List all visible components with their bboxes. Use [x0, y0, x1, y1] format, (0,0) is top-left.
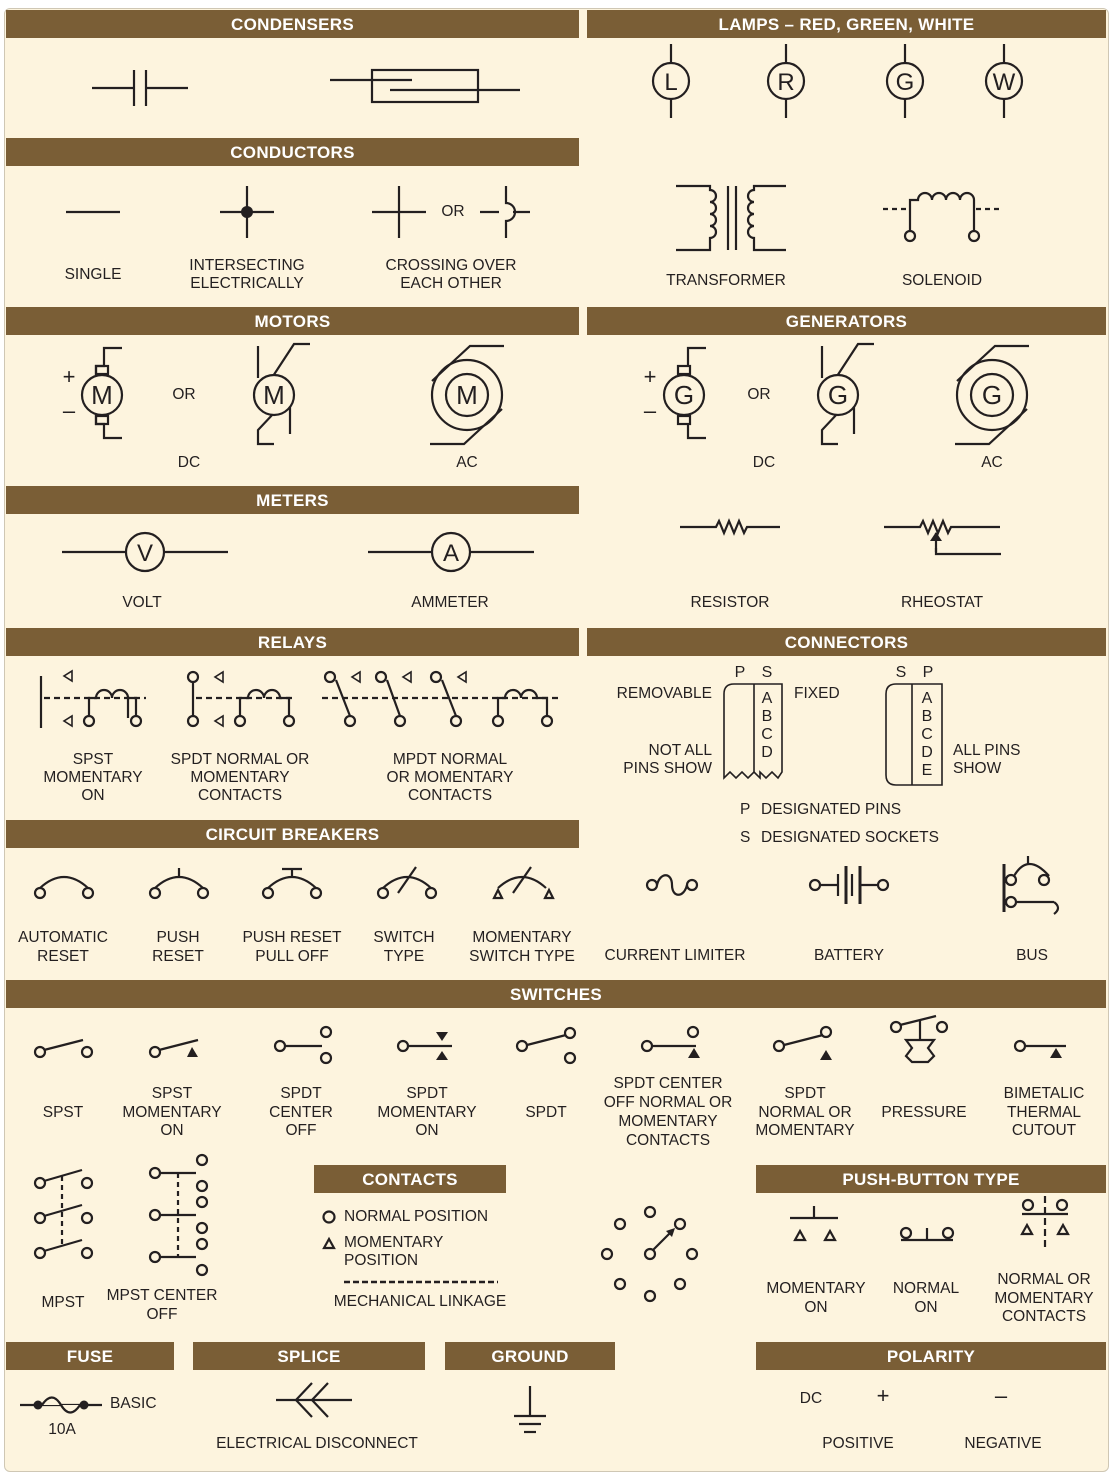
sw-spstm-1: SPST [151, 1085, 193, 1102]
sw-mpst: MPST [41, 1294, 85, 1311]
relay-spst-l2: MOMENTARY [43, 769, 143, 786]
ground-icon [514, 1386, 546, 1432]
header-connectors: CONNECTORS [587, 628, 1106, 656]
pb-mom-1: MOMENTARY [766, 1280, 866, 1297]
relay-mpdt-l3: CONTACTS [407, 787, 493, 804]
sw-spdtnm-2: NORMAL OR [758, 1104, 852, 1121]
pb-normal-2: ON [914, 1299, 938, 1316]
relay-spdt-icon [188, 672, 296, 726]
switch-spst-momentary-icon [150, 1040, 198, 1057]
header-switches: SWITCHES [6, 980, 1106, 1008]
generator-ac-label: AC [981, 454, 1003, 471]
condenser-variable-icon [330, 70, 520, 102]
connector-right-s: S [895, 664, 907, 681]
generator-dc-letter: G [673, 380, 695, 410]
breaker-automatic-reset-icon [35, 877, 93, 898]
label-removable: REMOVABLE [616, 685, 712, 702]
contacts-normal: NORMAL POSITION [344, 1208, 489, 1225]
splice-label: ELECTRICAL DISCONNECT [216, 1435, 418, 1452]
sw-spdtcon-3: MOMENTARY [618, 1113, 718, 1130]
pb-nm-3: CONTACTS [1001, 1308, 1087, 1325]
generator-or: OR [747, 386, 771, 403]
pin-b: B [921, 708, 933, 725]
motor-or: OR [172, 386, 196, 403]
relay-mpdt-icon [322, 672, 560, 726]
sw-spdtnm-3: MOMENTARY [755, 1122, 855, 1139]
generator-dc2-letter: G [827, 380, 849, 410]
switch-spdt-momentary-icon [398, 1032, 452, 1060]
sw-spdtcon-4: CONTACTS [625, 1132, 711, 1149]
header-lamps: LAMPS – RED, GREEN, WHITE [587, 10, 1106, 38]
ammeter-letter: A [442, 540, 460, 567]
label-current-limiter: CURRENT LIMITER [604, 947, 746, 964]
sw-bimetal-3: CUTOUT [1011, 1122, 1077, 1139]
relay-spst-l1: SPST [72, 751, 114, 768]
label-crossing-1: CROSSING OVER [385, 257, 517, 274]
sw-spdtco-3: OFF [285, 1122, 317, 1139]
polarity-negative: NEGATIVE [964, 1435, 1042, 1452]
fuse-rating: 10A [48, 1421, 76, 1438]
contacts-linkage: MECHANICAL LINKAGE [333, 1293, 507, 1310]
battery-icon [810, 866, 888, 904]
label-ammeter: AMMETER [411, 594, 489, 611]
label-crossing-or: OR [441, 203, 465, 220]
cb-auto-2: RESET [37, 948, 89, 965]
header-ground: GROUND [445, 1342, 615, 1370]
label-intersecting-1: INTERSECTING [189, 257, 305, 274]
polarity-dc: DC [799, 1390, 823, 1407]
label-intersecting-2: ELECTRICALLY [190, 275, 304, 292]
connector-fixed-icon [886, 684, 942, 785]
sw-pressure: PRESSURE [881, 1104, 967, 1121]
polarity-minus: – [994, 1383, 1008, 1408]
pin-c: C [761, 726, 773, 743]
switch-spdt-icon [517, 1028, 575, 1063]
cb-switch-1: SWITCH [373, 929, 435, 946]
sw-bimetal-1: BIMETALIC [1003, 1085, 1085, 1102]
lamp-r-letter: R [777, 69, 795, 96]
relay-mpdt-l1: MPDT NORMAL [392, 751, 508, 768]
pin-b: B [761, 708, 773, 725]
lamp-w-letter: W [992, 69, 1016, 96]
switch-pressure-icon [891, 1016, 947, 1062]
connector-left-p: P [734, 664, 746, 681]
splice-icon [276, 1383, 352, 1417]
motor-minus: – [62, 398, 76, 423]
pin-a: A [761, 690, 773, 707]
sw-spdtnm-1: SPDT [784, 1085, 826, 1102]
pushbutton-normal-momentary-icon [1022, 1196, 1068, 1250]
conductor-intersecting-icon [220, 186, 274, 238]
momentary-position-icon [324, 1239, 334, 1248]
condenser-fixed-icon [92, 70, 188, 106]
header-conductors: CONDUCTORS [6, 138, 579, 166]
breaker-switch-type-icon [378, 867, 436, 898]
label-rheostat: RHEOSTAT [900, 594, 984, 611]
sw-spdtcon-2: OFF NORMAL OR [603, 1094, 733, 1111]
header-push-button: PUSH-BUTTON TYPE [756, 1165, 1106, 1193]
header-motors: MOTORS [6, 307, 579, 335]
sw-spdtm-2: MOMENTARY [377, 1104, 477, 1121]
bus-icon [1004, 856, 1058, 914]
breaker-push-reset-pull-off-icon [263, 868, 321, 898]
sw-spst: SPST [42, 1104, 84, 1121]
cb-switch-2: TYPE [383, 948, 425, 965]
pb-nm-1: NORMAL OR [997, 1271, 1091, 1288]
cb-push-1: PUSH [156, 929, 200, 946]
label-transformer: TRANSFORMER [666, 272, 786, 289]
rheostat-icon [884, 521, 1001, 554]
label-all-pins-1: ALL PINS [953, 742, 1021, 759]
switch-spdt-center-off-normal-icon [642, 1027, 700, 1058]
generator-minus: – [643, 398, 657, 423]
sw-spstm-3: ON [160, 1122, 184, 1139]
label-resistor: RESISTOR [690, 594, 770, 611]
switch-spdt-center-off-icon [275, 1027, 331, 1063]
switch-bimetalic-icon [1015, 1041, 1066, 1058]
label-fixed: FIXED [794, 685, 840, 702]
polarity-plus: + [876, 1383, 890, 1408]
current-limiter-icon [647, 875, 697, 895]
lamp-g-letter: G [895, 69, 915, 96]
label-bus: BUS [1016, 947, 1048, 964]
contacts-mom-1: MOMENTARY [344, 1234, 444, 1251]
switch-spst-icon [35, 1040, 92, 1057]
cb-mom-1: MOMENTARY [472, 929, 572, 946]
pin-a: A [921, 690, 933, 707]
motor-dc-letter: M [91, 380, 113, 410]
header-contacts: CONTACTS [314, 1165, 506, 1193]
polarity-positive: POSITIVE [822, 1435, 894, 1452]
breaker-momentary-switch-icon [494, 867, 553, 898]
pin-d: D [761, 744, 773, 761]
cb-push-2: RESET [152, 948, 204, 965]
relay-mpdt-l2: OR MOMENTARY [386, 769, 514, 786]
label-single: SINGLE [64, 266, 122, 283]
relay-spdt-l2: MOMENTARY [190, 769, 290, 786]
cb-pull-1: PUSH RESET [242, 929, 342, 946]
header-meters: METERS [6, 486, 579, 514]
fuse-icon [20, 1398, 102, 1413]
sw-spstm-2: MOMENTARY [122, 1104, 222, 1121]
sw-mpstco-2: OFF [146, 1306, 178, 1323]
fuse-basic: BASIC [110, 1395, 157, 1412]
pin-c: C [921, 726, 933, 743]
header-fuse: FUSE [6, 1342, 174, 1370]
cb-mom-2: SWITCH TYPE [469, 948, 575, 965]
connector-removable-icon [724, 684, 782, 778]
contacts-mom-2: POSITION [344, 1252, 419, 1269]
header-condensers: CONDENSERS [6, 10, 579, 38]
legend-p-key: P [740, 801, 751, 818]
legend-s-key: S [740, 829, 751, 846]
motor-dc-label: DC [177, 454, 201, 471]
pb-normal-1: NORMAL [892, 1280, 960, 1297]
cb-pull-2: PULL OFF [255, 948, 329, 965]
pushbutton-momentary-on-icon [790, 1206, 838, 1240]
sw-mpstco-1: MPST CENTER [106, 1287, 218, 1304]
sw-spdtm-3: ON [415, 1122, 439, 1139]
normal-position-icon [324, 1212, 335, 1223]
switch-mpst-icon [35, 1170, 92, 1258]
label-battery: BATTERY [813, 947, 885, 964]
sw-spdtm-1: SPDT [406, 1085, 448, 1102]
legend-p: DESIGNATED PINS [761, 801, 902, 818]
sw-bimetal-2: THERMAL [1006, 1104, 1082, 1121]
relay-spst-icon [41, 671, 146, 728]
relay-spdt-l1: SPDT NORMAL OR [170, 751, 310, 768]
generator-dc-label: DC [752, 454, 776, 471]
generator-ac-letter: G [981, 380, 1003, 410]
header-circuit-breakers: CIRCUIT BREAKERS [6, 820, 579, 848]
header-splice: SPLICE [193, 1342, 425, 1370]
header-relays: RELAYS [6, 628, 579, 656]
transformer-icon [676, 186, 786, 250]
header-polarity: POLARITY [756, 1342, 1106, 1370]
relay-spst-l3: ON [81, 787, 105, 804]
volt-letter: V [136, 540, 154, 567]
sw-spdtco-1: SPDT [280, 1085, 322, 1102]
label-volt: VOLT [122, 594, 162, 611]
label-crossing-2: EACH OTHER [400, 275, 502, 292]
legend-s: DESIGNATED SOCKETS [761, 829, 939, 846]
sw-spdtco-2: CENTER [269, 1104, 333, 1121]
motor-ac-label: AC [456, 454, 478, 471]
connector-left-s: S [761, 664, 773, 681]
motor-plus: + [62, 364, 76, 389]
pushbutton-normal-on-icon [901, 1228, 953, 1240]
sw-spdtcon-1: SPDT CENTER [613, 1075, 723, 1092]
lamp-l-letter: L [664, 69, 678, 96]
resistor-icon [680, 521, 780, 533]
solenoid-icon [883, 193, 1001, 241]
label-solenoid: SOLENOID [901, 272, 983, 289]
motor-ac-letter: M [456, 380, 478, 410]
label-not-all-1: NOT ALL [648, 742, 712, 759]
pin-d: D [921, 744, 933, 761]
pb-nm-2: MOMENTARY [994, 1290, 1094, 1307]
connector-right-p: P [922, 664, 934, 681]
label-all-pins-2: SHOW [953, 760, 1002, 777]
motor-dc2-letter: M [263, 380, 285, 410]
sw-spdt: SPDT [525, 1104, 567, 1121]
switch-mpst-center-off-icon [150, 1155, 207, 1275]
generator-plus: + [643, 364, 657, 389]
header-generators: GENERATORS [587, 307, 1106, 335]
label-not-all-2: PINS SHOW [623, 760, 712, 777]
cb-auto-1: AUTOMATIC [18, 929, 108, 946]
rotary-switch-icon [602, 1207, 697, 1301]
pin-e: E [921, 762, 933, 779]
switch-spdt-normal-momentary-icon [774, 1027, 832, 1060]
pb-mom-2: ON [804, 1299, 828, 1316]
relay-spdt-l3: CONTACTS [197, 787, 283, 804]
breaker-push-reset-icon [150, 868, 208, 898]
